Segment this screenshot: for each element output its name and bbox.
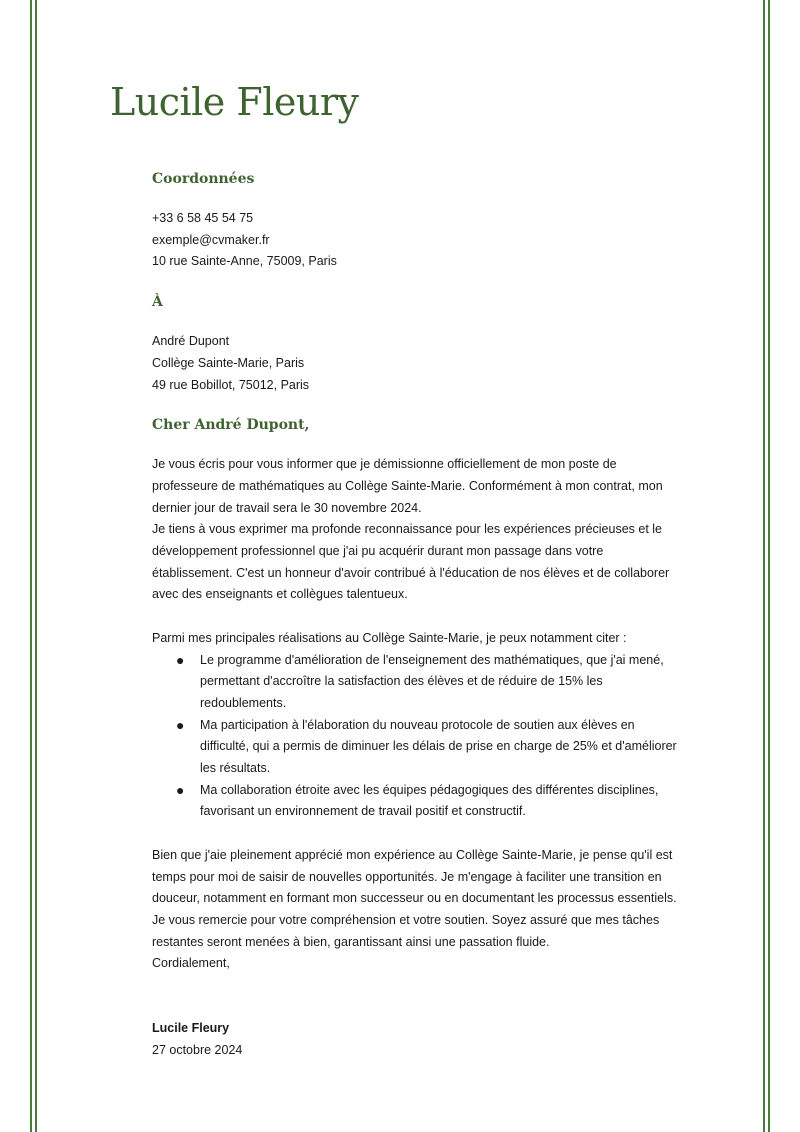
- achievements-list: [152, 650, 682, 824]
- sender-address: 10 rue Sainte-Anne, 75009, Paris: [152, 254, 337, 269]
- paragraph-transition: Bien que j'aie pleinement apprécié mon expérience au Collège Sainte-Marie, je pense qu'il est temps pour moi de saisir de nouvelles opportunités. Je m'engage à faciliter une transition en douceur, notamment en formant mon successeur ou en documentant les processus essentiels.: [152, 847, 677, 906]
- paragraph-thanks: Je vous remercie pour votre compréhension et votre soutien. Soyez assuré que mes tâches restantes seront menées à bien, garantissant ainsi une passation fluide.: [152, 912, 660, 949]
- recipient-name: André Dupont: [152, 334, 230, 349]
- paragraph-gratitude: Je tiens à vous exprimer ma profonde reconnaissance pour les expériences précieuses et le développement professionnel que j'ai pu acquérir durant mon passage dans votre établissement. C'est un honneur d'avoir contribué à l'éducation de nos élèves et de collaborer avec des enseignants et collègues talentueux.: [152, 522, 670, 602]
- recipient-organization: Collège Sainte-Marie, Paris: [152, 355, 305, 370]
- bullet-icon: ●: [176, 716, 185, 733]
- salutation: Cher André Dupont,: [152, 417, 310, 434]
- list-item: ● Ma participation à l'élaboration du nouveau protocole de soutien aux élèves en difficulté, qui a permis de diminuer les délais de prise en charge de 25% et d'améliorer les résultats.: [176, 716, 677, 776]
- left-border-inner: [35, 0, 37, 1132]
- list-item: ● Le programme d'amélioration de l'enseignement des mathématiques, que j'ai mené, permettant d'accroître la satisfaction des élèves et de réduire de 15% les redoublements.: [176, 651, 664, 710]
- list-item: ● Ma collaboration étroite avec les équipes pédagogiques des différentes disciplines, favorisant un environnement de travail positif et constructif.: [176, 781, 659, 819]
- letter-date: 27 octobre 2024: [152, 1043, 243, 1058]
- signature-name: Lucile Fleury: [152, 1021, 230, 1036]
- achievements-intro: Parmi mes principales réalisations au Collège Sainte-Marie, je peux notamment citer :: [152, 630, 627, 645]
- sender-email: exemple@cvmaker.fr: [152, 232, 270, 247]
- right-border-outer: [768, 0, 770, 1132]
- recipient-address: 49 rue Bobillot, 75012, Paris: [152, 377, 310, 392]
- sender-name-title: Lucile Fleury: [110, 80, 359, 124]
- closing: Cordialement,: [152, 956, 230, 971]
- paragraph-resignation: Je vous écris pour vous informer que je démissionne officiellement de mon poste de professeure de mathématiques au Collège Sainte-Marie. Conformément à mon contrat, mon dernier jour de travail sera le 30 novembre 2024.: [152, 457, 663, 515]
- bullet-icon: ●: [176, 651, 185, 668]
- letter-body: [152, 168, 682, 1062]
- contact-heading: Coordonnées: [152, 171, 255, 187]
- left-border-outer: [30, 0, 32, 1132]
- bullet-icon: ●: [176, 781, 185, 798]
- recipient-heading: À: [152, 294, 163, 311]
- sender-phone: +33 6 58 45 54 75: [152, 211, 254, 225]
- right-border-inner: [763, 0, 765, 1132]
